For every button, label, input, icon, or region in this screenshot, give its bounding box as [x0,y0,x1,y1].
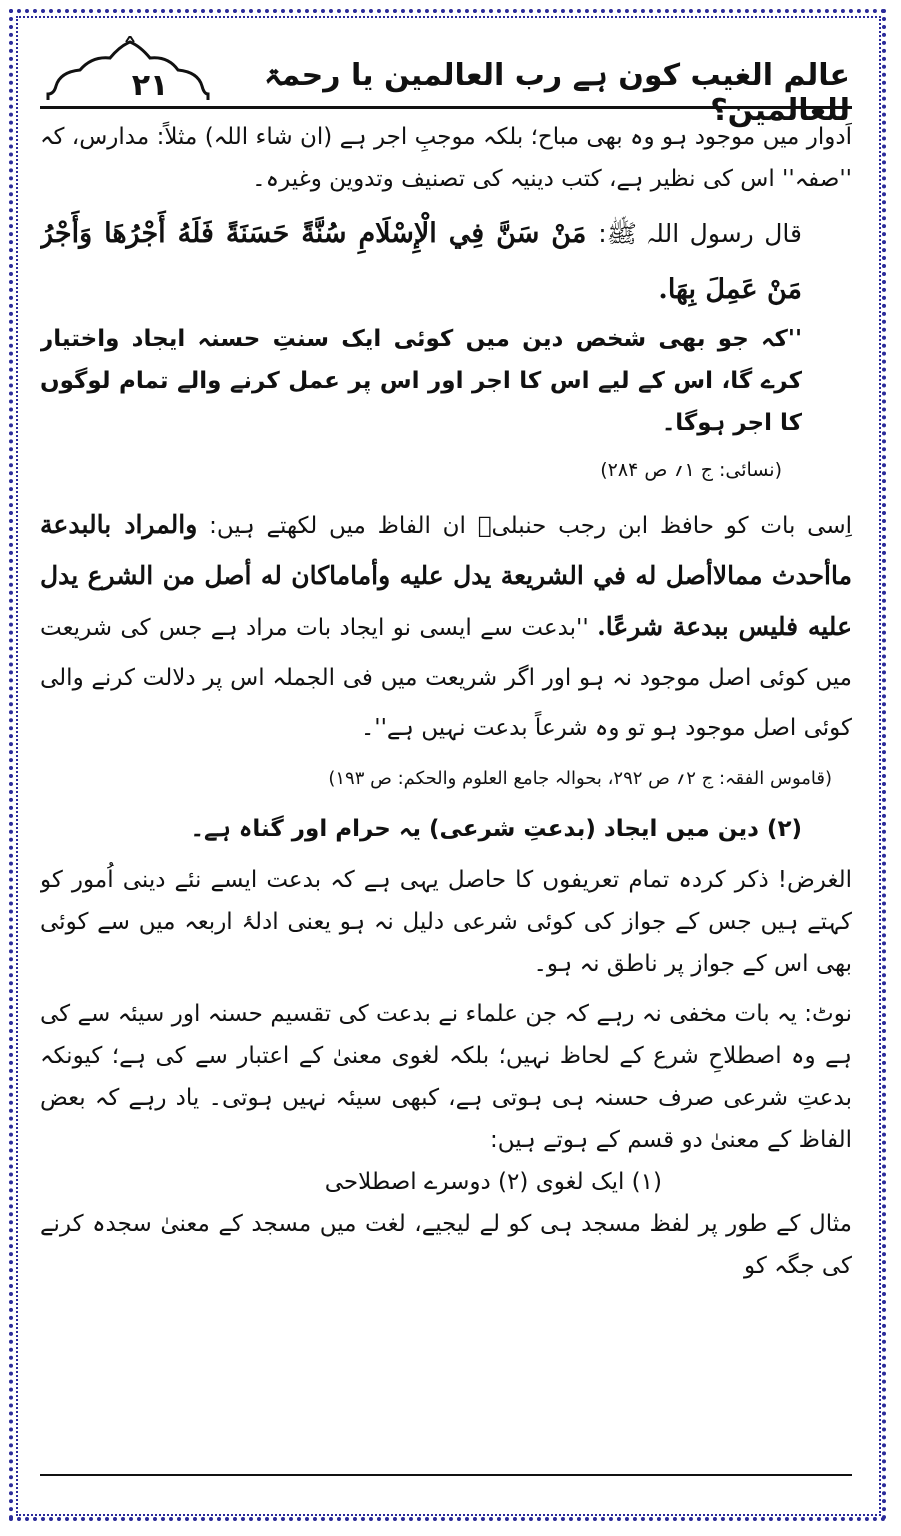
reference-qamoos: (قاموس الفقہ: ج ۲؍ ص ۲۹۲، بحوالہ جامع العلوم والحکم: ص ۱۹۳) [328,768,832,789]
hadith-translation: ''کہ جو بھی شخص دین میں کوئی ایک سنتِ حسنہ ایجاد واختیار کرے گا، اس کے لیے اس کا اجر اور اس پر عمل کرنے والے تمام لوگوں کا اجر ہوگا۔ [40,326,802,436]
ibn-rajab-quote [40,500,852,753]
page-body [40,116,852,1471]
page-number: ۲۱ [131,68,169,103]
page-header [40,36,856,128]
paragraph-note: نوٹ: یہ بات مخفی نہ رہے کہ جن علماء نے بدعت کی تقسیم حسنہ اور سیئہ سے کی ہے وہ اصطلاحِ شرع کے لحاظ نہیں؛ بلکہ لغوی معنیٰ کے اعتبار سے کی ہے؛ کیونکہ بدعتِ شرعی صرف حسنہ ہی ہوتی ہے، کبھی سیئہ نہیں ہوتی۔ یاد رہے کہ بعض الفاظ کے معنیٰ دو قسم کے ہوتے ہیں: [40,1001,852,1153]
paragraph-conclusion: الغرض! ذکر کردہ تمام تعریفوں کا حاصل یہی ہے کہ بدعت ایسے نئے دینی اُمور کو کہتے ہیں جس کے جواز کی کوئی شرعی دلیل نہ ہو یعنی ادلۂ اربعہ میں سے کوئی بھی اس کے جواز پر ناطق نہ ہو۔ [40,867,852,977]
paragraph-example: مثال کے طور پر لفظ مسجد ہی کو لے لیجیے، لغت میں مسجد کے معنیٰ سجدہ کرنے کی جگہ کو [40,1211,852,1279]
ibn-rajab-arabic: والمراد بالبدعة ماأحدث ممالاأصل له في الشريعة يدل عليه وأماماكان له أصل من الشرع يدل عليه فليس ببدعة شرعًا. [40,510,852,641]
point-two: (۲) دین میں ایجاد (بدعتِ شرعی) یہ حرام اور گناہ ہے۔ [190,816,802,842]
hadith-block [40,206,852,318]
running-title: عالم الغیب کون ہے رب العالمین یا رحمۃ للعالمین؟ [263,58,850,128]
reference-nasai: (نسائی: ج ۱؍ ص ۲۸۴) [600,459,782,481]
footer-rule [40,1474,852,1476]
ibn-rajab-intro: اِسی بات کو حافظ ابن رجب حنبلیؒ ان الفاظ میں لکھتے ہیں: [209,513,852,539]
hadith-lead: قال رسول اللہ ﷺ: [598,219,802,248]
paragraph-intro: اَدوار میں موجود ہو وہ بھی مباح؛ بلکہ موجبِ اجر ہے (ان شاء اللہ) مثلاً: مدارس، کہ ''صفہ'' اس کی نظیر ہے، کتب دینیہ کی تصنیف وتدوین وغیرہ۔ [40,124,852,192]
header-rule [40,106,852,109]
ibn-rajab-translation: ''بدعت سے ایسی نو ایجاد بات مراد ہے جس کی شریعت میں کوئی اصل موجود نہ ہو اور اگر شریعت میں فی الجملہ اس پر دلالت کرنے والی کوئی اصل موجود ہو تو وہ شرعاً بدعت نہیں ہے''۔ [40,615,852,741]
hadith-arabic: مَنْ سَنَّ فِي الْإِسْلَامِ سُنَّةً حَسَنَةً فَلَهُ أَجْرُهَا وَأَجْرُ مَنْ عَمِلَ بِهَا. [40,218,802,305]
note-list: (۱) ایک لغوی (۲) دوسرے اصطلاحی [324,1169,662,1195]
